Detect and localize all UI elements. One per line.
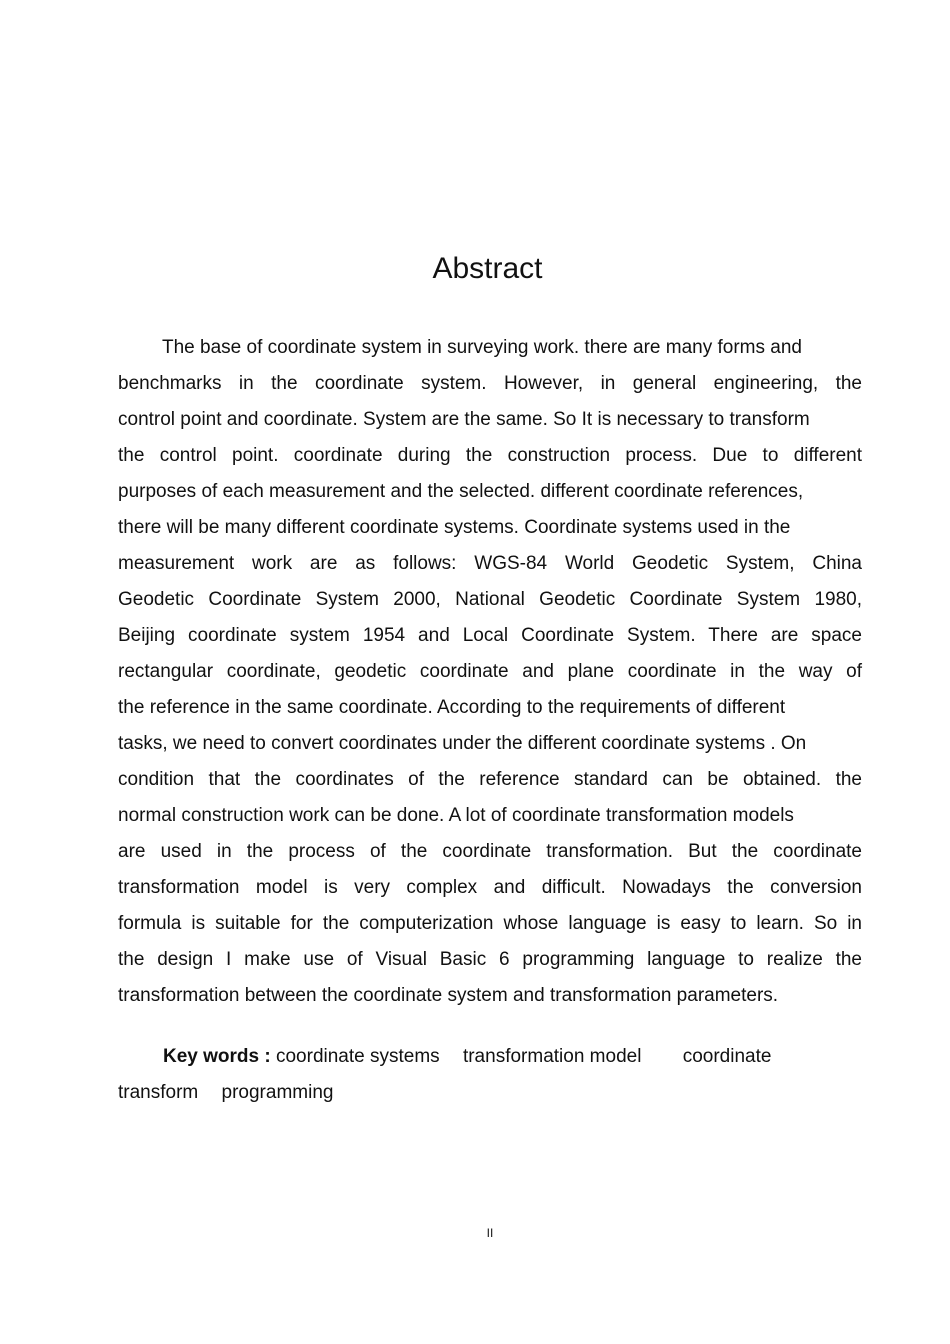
- keyword: transformation model: [462, 1046, 642, 1067]
- abstract-line: rectangular coordinate, geodetic coordinate and plane coordinate in the way of: [118, 661, 862, 682]
- abstract-line: there will be many different coordinate systems. Coordinate systems used in the: [118, 517, 791, 538]
- keywords-label: Key words :: [163, 1046, 271, 1067]
- abstract-line: Beijing coordinate system 1954 and Local Coordinate System. There are space: [118, 625, 862, 646]
- abstract-line: formula is suitable for the computerization whose language is easy to learn. So in: [118, 913, 862, 934]
- abstract-line: transformation model is very complex and difficult. Nowadays the conversion: [118, 877, 862, 898]
- abstract-line: benchmarks in the coordinate system. However, in general engineering, the: [118, 373, 862, 394]
- abstract-line: the design I make use of Visual Basic 6 programming language to realize the: [118, 949, 862, 970]
- abstract-line: are used in the process of the coordinate transformation. But the coordinate: [118, 841, 862, 862]
- keyword: programming: [221, 1082, 334, 1103]
- abstract-line: the control point. coordinate during the construction process. Due to different: [118, 445, 862, 466]
- keyword: coordinate: [682, 1046, 772, 1067]
- abstract-line: The base of coordinate system in surveying work. there are many forms and: [162, 337, 802, 358]
- abstract-line: normal construction work can be done. A lot of coordinate transformation models: [118, 805, 794, 826]
- abstract-line: Geodetic Coordinate System 2000, National Geodetic Coordinate System 1980,: [118, 589, 862, 610]
- page-number: II: [486, 1226, 494, 1240]
- abstract-line: control point and coordinate. System are the same. So It is necessary to transform: [118, 409, 810, 430]
- keyword: coordinate systems: [275, 1046, 440, 1067]
- abstract-body: [118, 330, 862, 1014]
- abstract-line: purposes of each measurement and the selected. different coordinate references,: [118, 481, 804, 502]
- abstract-line: the reference in the same coordinate. According to the requirements of different: [118, 697, 786, 718]
- keywords: [118, 1039, 862, 1111]
- abstract-line: measurement work are as follows: WGS-84 World Geodetic System, China: [118, 553, 862, 574]
- keyword: transform: [118, 1082, 199, 1103]
- page-title: Abstract: [432, 252, 543, 285]
- abstract-line: condition that the coordinates of the reference standard can be obtained. the: [118, 769, 862, 790]
- abstract-line: transformation between the coordinate system and transformation parameters.: [118, 985, 779, 1006]
- abstract-line: tasks, we need to convert coordinates under the different coordinate systems . On: [118, 733, 807, 754]
